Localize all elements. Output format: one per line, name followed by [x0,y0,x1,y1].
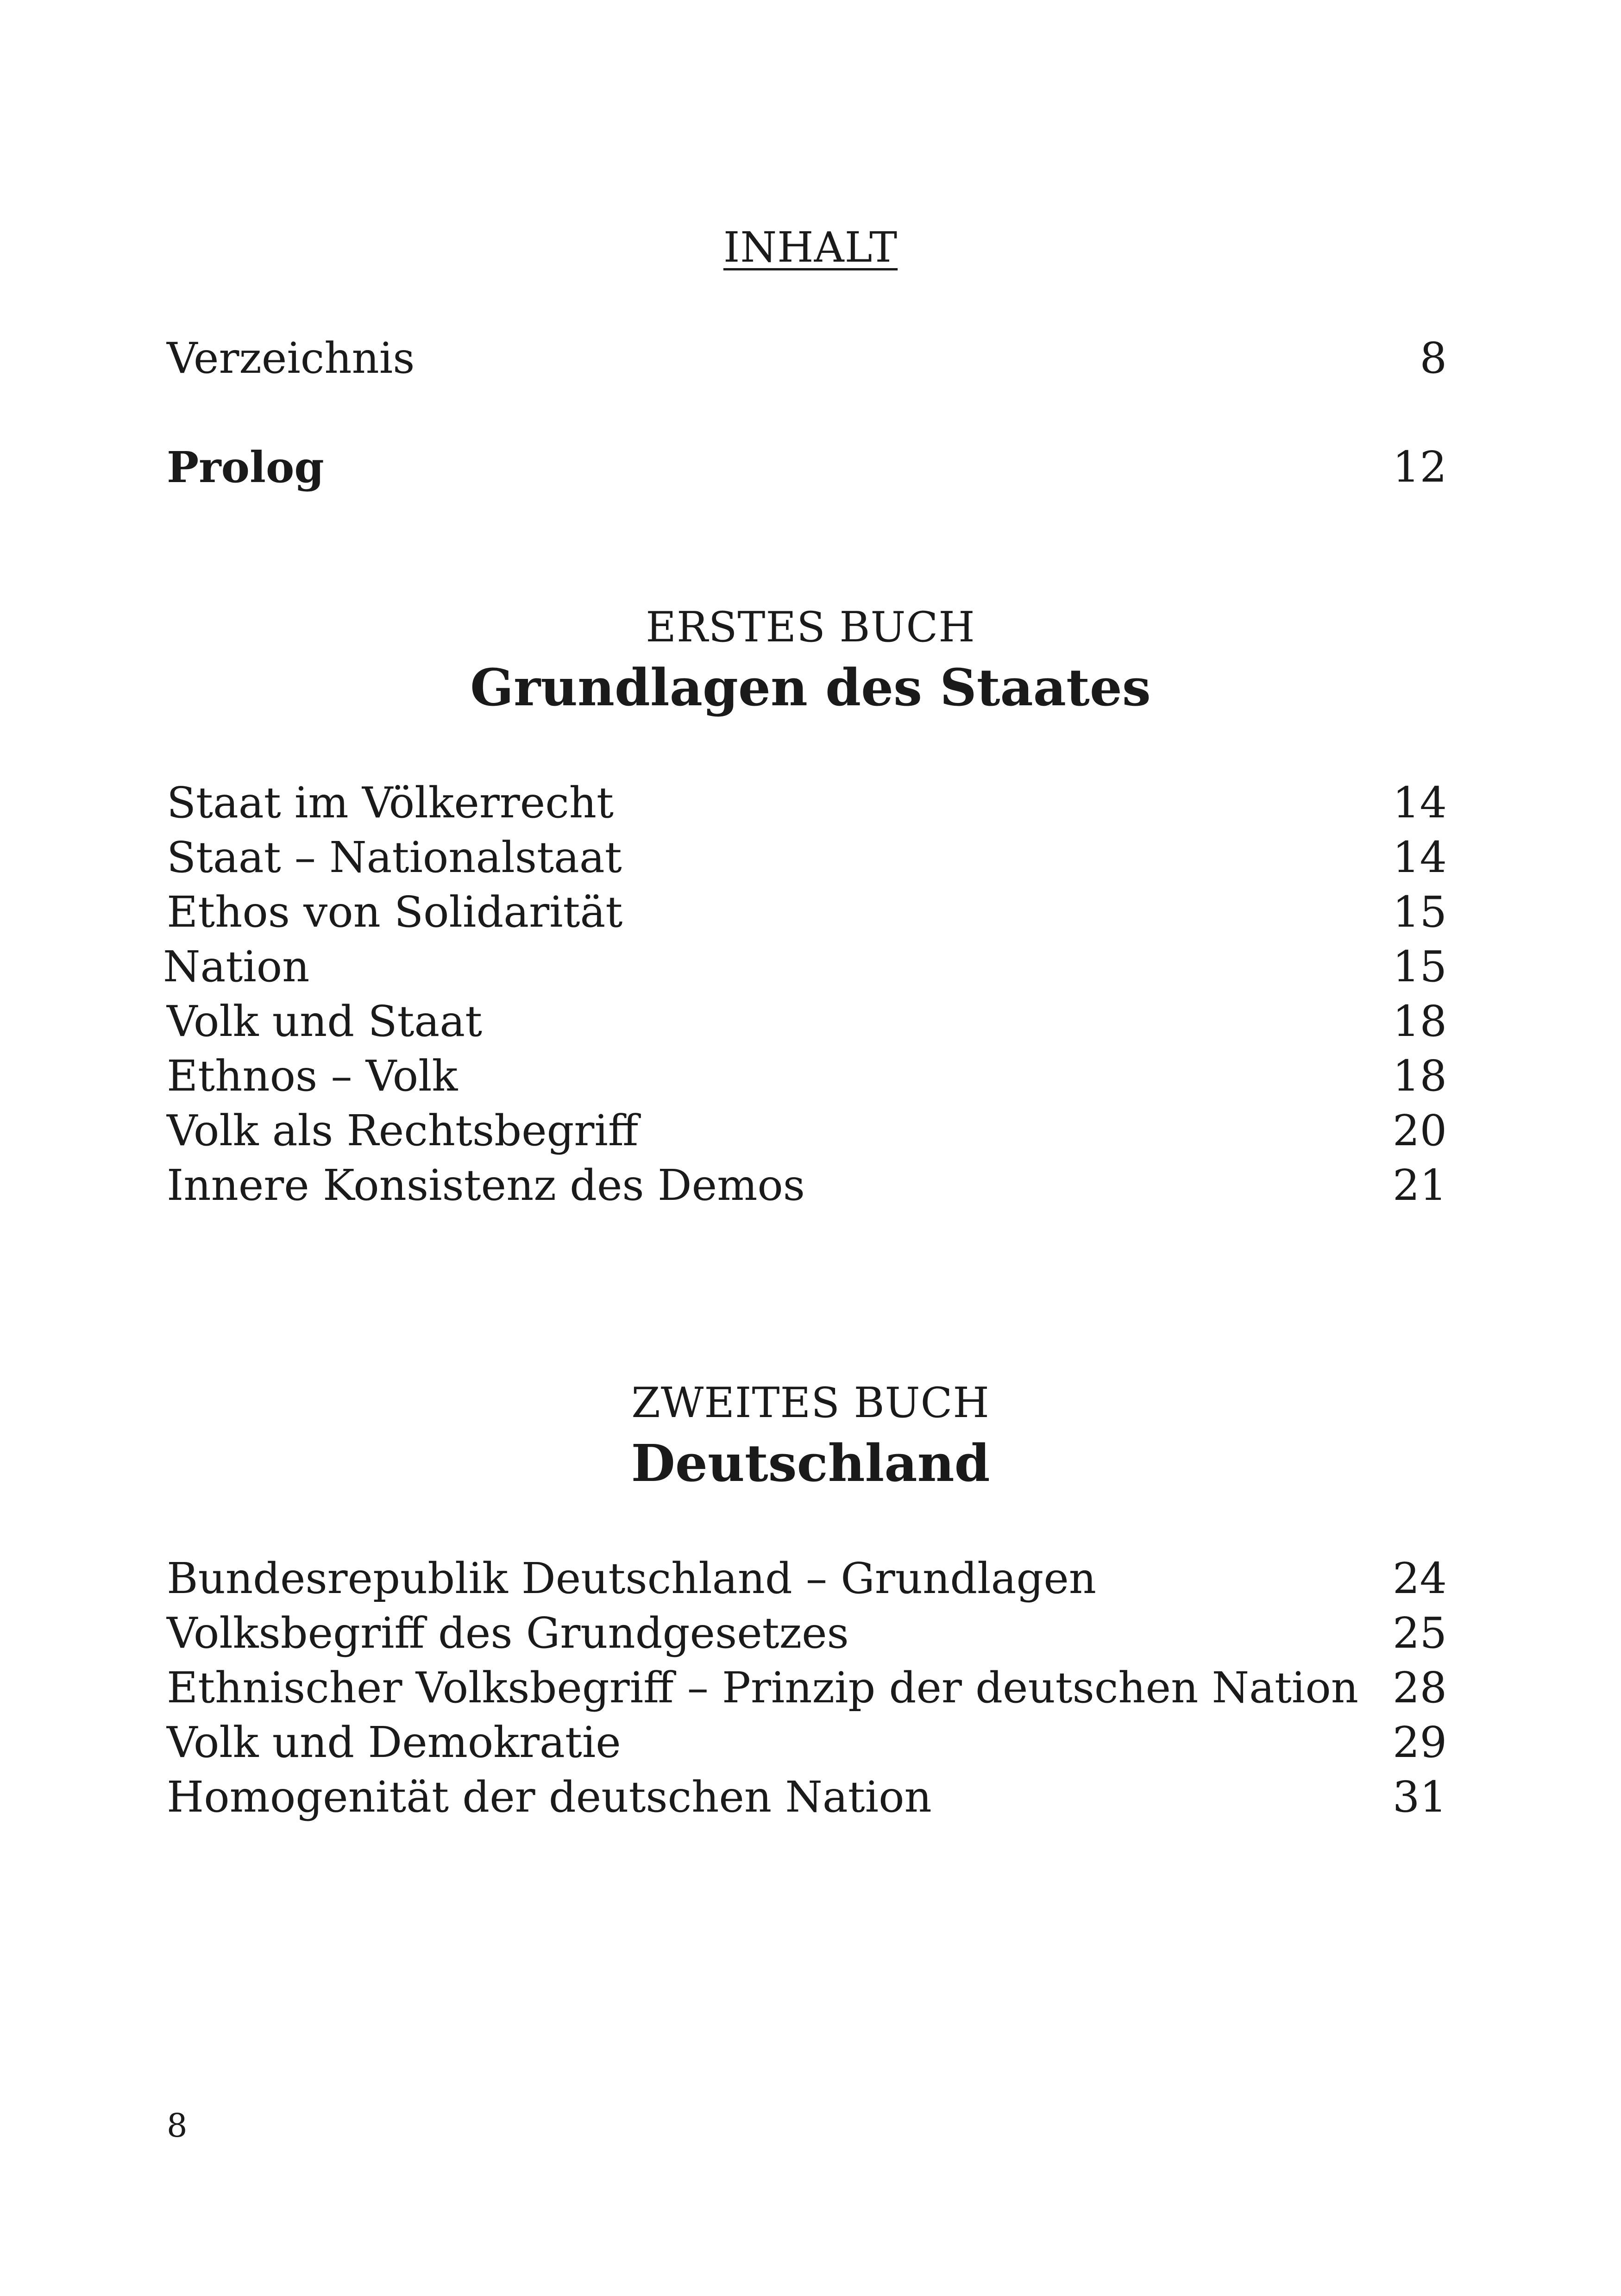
toc-entry-title: Staat – Nationalstaat [167,833,622,882]
toc-entry-title: Volksbegriff des Grundgesetzes [167,1608,849,1658]
toc-entry-title: Bundesrepublik Deutschland – Grundlagen [167,1554,1097,1603]
toc-entry [167,1661,1447,1715]
toc-entry-title: Innere Konsistenz des Demos [167,1161,805,1210]
toc-entry-title: Staat im Völkerrecht [167,778,614,828]
toc-entry-page: 14 [1392,778,1447,828]
toc-entry-page: 15 [1392,942,1447,991]
toc-entry-title: Volk und Demokratie [167,1718,621,1767]
toc-entry-title: Verzeichnis [167,333,415,383]
toc-entry-page: 18 [1392,997,1447,1046]
toc-entry-page: 8 [1420,333,1447,383]
toc-heading: INHALT [723,223,898,272]
book1-title: Grundlagen des Staates [470,658,1151,717]
toc-entry [167,1770,1447,1825]
book1-label: ERSTES BUCH [646,603,975,652]
toc-entry-page: 28 [1392,1663,1447,1713]
book2-label: ZWEITES BUCH [631,1379,990,1427]
toc-entry [163,940,1447,994]
toc-entry-title: Volk und Staat [167,997,483,1046]
toc-entry-page: 18 [1392,1051,1447,1101]
toc-entry-page: 15 [1392,887,1447,937]
toc-entry-verzeichnis [167,331,1447,386]
toc-entry [167,830,1447,885]
toc-entry-page: 14 [1392,833,1447,882]
toc-entry-page: 21 [1392,1161,1447,1210]
toc-entry [167,1715,1447,1770]
toc-entry-title: Homogenität der deutschen Nation [167,1772,932,1822]
book2-title: Deutschland [631,1433,990,1493]
toc-entry [167,885,1447,940]
toc-entry [167,1551,1447,1606]
toc-entry [167,1158,1447,1213]
toc-entry [167,1104,1447,1158]
toc-entry [167,994,1447,1049]
toc-entry-prolog [167,440,1447,495]
toc-entry-title: Nation [163,942,310,991]
toc-entry-page: 20 [1392,1106,1447,1155]
toc-entry [167,776,1447,830]
toc-entry-title: Volk als Rechtsbegriff [167,1106,639,1155]
toc-entry-page: 24 [1392,1554,1447,1603]
toc-entry [167,1606,1447,1661]
toc-entry-page: 29 [1392,1718,1447,1767]
toc-entry-page: 12 [1392,442,1447,492]
toc-entry-title: Ethnos – Volk [167,1051,458,1101]
toc-entry-title: Ethos von Solidarität [167,887,623,937]
page-number: 8 [167,2107,188,2145]
toc-entry-title: Prolog [167,442,324,492]
toc-entry-page: 31 [1392,1772,1447,1822]
toc-entry-page: 25 [1392,1608,1447,1658]
toc-entry-title: Ethnischer Volksbegriff – Prinzip der deutschen Nation [167,1663,1358,1713]
toc-entry [167,1049,1447,1104]
